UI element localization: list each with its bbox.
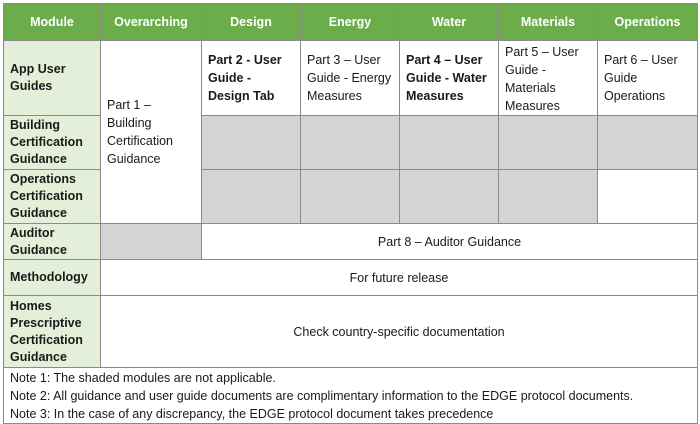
header-row	[4, 4, 698, 41]
header-design: Design	[202, 4, 301, 41]
rowhead-auditor-guidance: Auditor Guidance	[4, 224, 101, 260]
rowhead-methodology: Methodology	[4, 260, 101, 296]
notes-cell	[4, 368, 698, 424]
shaded-cell	[499, 170, 598, 224]
header-operations: Operations	[598, 4, 698, 41]
shaded-cell	[301, 170, 400, 224]
rowhead-building-certification: Building Certification Guidance	[4, 116, 101, 170]
note-3: Note 3: In the case of any discrepancy, the EDGE protocol document takes precedence	[10, 406, 494, 421]
shaded-cell	[101, 224, 202, 260]
rowhead-app-user-guides: App User Guides	[4, 41, 101, 116]
shaded-cell	[400, 170, 499, 224]
shaded-cell	[202, 170, 301, 224]
header-module: Module	[4, 4, 101, 41]
module-guidance-table	[3, 3, 698, 424]
cell-part5-materials: Part 5 – User Guide - Materials Measures	[499, 41, 598, 116]
cell-part6-operations: Part 6 – User Guide Operations	[598, 41, 698, 116]
header-water: Water	[400, 4, 499, 41]
cell-future-release: For future release	[101, 260, 698, 296]
shaded-cell	[400, 116, 499, 170]
header-materials: Materials	[499, 4, 598, 41]
rowhead-operations-certification: Operations Certification Guidance	[4, 170, 101, 224]
shaded-cell	[301, 116, 400, 170]
empty-cell	[598, 170, 698, 224]
header-energy: Energy	[301, 4, 400, 41]
row-app-user-guides	[4, 41, 698, 116]
cell-part3-energy: Part 3 – User Guide - Energy Measures	[301, 41, 400, 116]
cell-part2-design: Part 2 - User Guide - Design Tab	[202, 41, 301, 116]
note-1: Note 1: The shaded modules are not applicable.	[10, 370, 276, 385]
cell-country-specific: Check country-specific documentation	[101, 296, 698, 368]
row-methodology	[4, 260, 698, 296]
shaded-cell	[598, 116, 698, 170]
row-notes	[4, 368, 698, 424]
shaded-cell	[202, 116, 301, 170]
rowhead-homes-prescriptive: Homes Prescriptive Certification Guidance	[4, 296, 101, 368]
header-overarching: Overarching	[101, 4, 202, 41]
shaded-cell	[499, 116, 598, 170]
cell-part4-water: Part 4 – User Guide - Water Measures	[400, 41, 499, 116]
cell-part1-building-certification: Part 1 – Building Certification Guidance	[101, 41, 202, 224]
row-homes-prescriptive	[4, 296, 698, 368]
note-2: Note 2: All guidance and user guide documents are complimentary information to the EDGE protocol documents.	[10, 388, 634, 403]
cell-part8-auditor-guidance: Part 8 – Auditor Guidance	[202, 224, 698, 260]
row-auditor-guidance	[4, 224, 698, 260]
